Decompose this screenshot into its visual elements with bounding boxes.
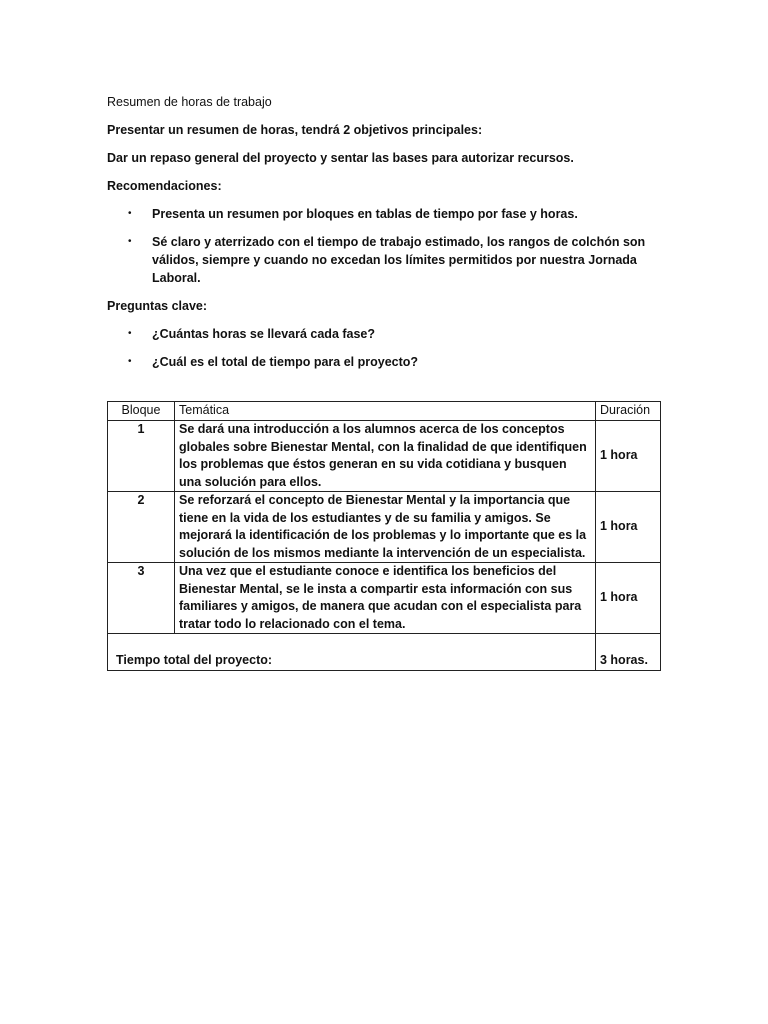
total-value: 3 horas. (596, 634, 661, 671)
bullet-icon: • (128, 208, 132, 219)
duracion-cell: 1 hora (596, 563, 661, 634)
bullet-icon: • (128, 236, 132, 247)
questions-list (107, 325, 667, 371)
objective-paragraph: Dar un repaso general del proyecto y sentar las bases para autorizar recursos. (107, 151, 574, 165)
duracion-cell: 1 hora (596, 492, 661, 563)
questions-title: Preguntas clave: (107, 299, 208, 313)
hours-table (107, 401, 661, 671)
question-text: ¿Cuántas horas se llevará cada fase? (152, 327, 376, 341)
table-total-row (108, 634, 661, 671)
table-row (108, 492, 661, 563)
bloque-cell: 2 (108, 492, 175, 563)
intro-paragraph: Presentar un resumen de horas, tendrá 2 objetivos principales: (107, 123, 483, 137)
list-item (107, 205, 667, 223)
tematica-cell: Se reforzará el concepto de Bienestar Mental y la importancia que tiene en la vida de los estudiantes y de su familia y amigos. Se mejorará la identificación de los problemas y lo importante que es la solución de los mismos mediante la intervención de un especialista. (175, 492, 596, 563)
tematica-cell: Una vez que el estudiante conoce e identifica los beneficios del Bienestar Mental, se le insta a compartir esta información con sus familiares y amigos, de manera que acudan con el especialista para tratar todo lo relacionado con el tema. (175, 563, 596, 634)
document-body (107, 93, 667, 381)
bloque-cell: 1 (108, 421, 175, 492)
recommendations-title: Recomendaciones: (107, 179, 222, 193)
recommendation-text: Sé claro y aterrizado con el tiempo de trabajo estimado, los rangos de colchón son válidos, siempre y cuando no excedan los límites permitidos por nuestra Jornada Laboral. (152, 235, 646, 285)
table-header-row (108, 402, 661, 421)
tematica-cell: Se dará una introducción a los alumnos acerca de los conceptos globales sobre Bienestar Mental, con la finalidad de que identifiquen los problemas que éstos generan en su vida cotidiana y busquen una solución para ellos. (175, 421, 596, 492)
column-header-tematica: Temática (175, 402, 596, 421)
bloque-cell: 3 (108, 563, 175, 634)
column-header-bloque: Bloque (108, 402, 175, 421)
duracion-cell: 1 hora (596, 421, 661, 492)
question-text: ¿Cuál es el total de tiempo para el proyecto? (152, 355, 419, 369)
total-label: Tiempo total del proyecto: (108, 634, 596, 671)
recommendations-list (107, 205, 667, 287)
bullet-icon: • (128, 328, 132, 339)
table-row (108, 563, 661, 634)
table-row (108, 421, 661, 492)
document-heading: Resumen de horas de trabajo (107, 95, 272, 109)
column-header-duracion: Duración (596, 402, 661, 421)
bullet-icon: • (128, 356, 132, 367)
list-item (107, 233, 667, 287)
list-item (107, 353, 667, 371)
list-item (107, 325, 667, 343)
recommendation-text: Presenta un resumen por bloques en tablas de tiempo por fase y horas. (152, 207, 578, 221)
